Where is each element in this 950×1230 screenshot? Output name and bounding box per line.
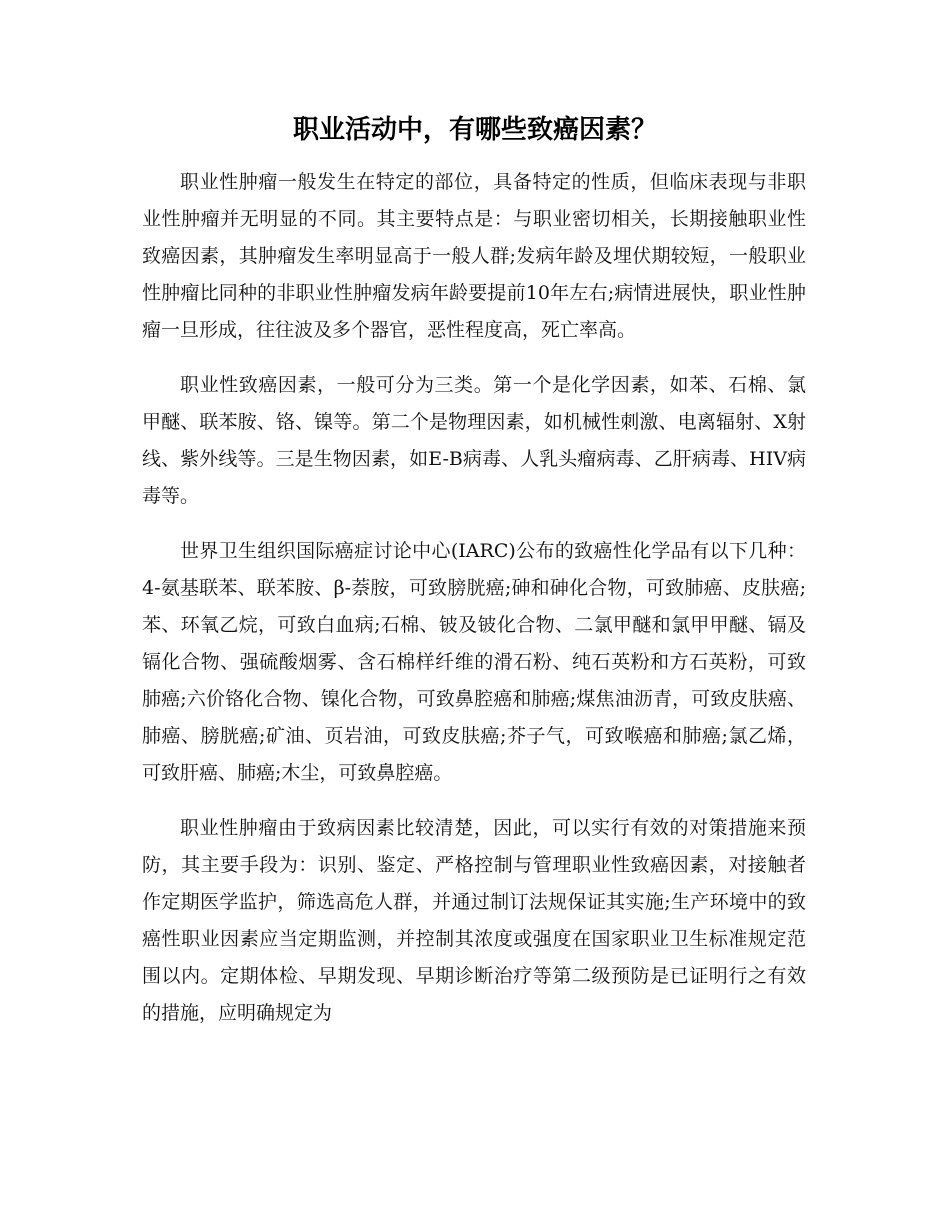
document-body xyxy=(142,164,806,1050)
paragraph-iarc-chemicals: 世界卫生组织国际癌症讨论中心(IARC)公布的致癌性化学品有以下几种：4-氨基联苯、联苯胺、β-萘胺，可致膀胱癌;砷和砷化合物，可致肺癌、皮肤癌;苯、环氧乙烷，可致白血病;石棉、铍及铍化合物、二氯甲醚和氯甲甲醚、镉及镉化合物、强硫酸烟雾、含石棉样纤维的滑石粉、纯石英粉和方石英粉，可致肺癌;六价铬化合物、镍化合物，可致鼻腔癌和肺癌;煤焦油沥青，可致皮肤癌、肺癌、膀胱癌;矿油、页岩油，可致皮肤癌;芥子气，可致喉癌和肺癌;氯乙烯，可致肝癌、肺癌;木尘，可致鼻腔癌。 xyxy=(142,540,806,784)
document-title: 职业活动中，有哪些致癌因素？ xyxy=(292,115,657,145)
paragraph-prevention: 职业性肿瘤由于致病因素比较清楚，因此，可以实行有效的对策措施来预防，其主要手段为：识别、鉴定、严格控制与管理职业性致癌因素，对接触者作定期医学监护，筛选高危人群，并通过制订法规保证其实施;生产环境中的致癌性职业因素应当定期监测，并控制其浓度或强度在国家职业卫生标准规定范围以内。定期体检、早期发现、早期诊断治疗等第二级预防是已证明行之有效的措施，应明确规定为 xyxy=(142,817,806,1024)
paragraph-characteristics: 职业性肿瘤一般发生在特定的部位，具备特定的性质，但临床表现与非职业性肿瘤并无明显的不同。其主要特点是：与职业密切相关，长期接触职业性致癌因素，其肿瘤发生率明显高于一般人群;发病年龄及埋伏期较短，一般职业性肿瘤比同种的非职业性肿瘤发病年龄要提前10年左右;病情进展快，职业性肿瘤一旦形成，往往波及多个器官，恶性程度高，死亡率高。 xyxy=(142,171,806,341)
paragraph-carcinogen-categories: 职业性致癌因素，一般可分为三类。第一个是化学因素，如苯、石棉、氯甲醚、联苯胺、铬、镍等。第二个是物理因素，如机械性刺激、电离辐射、X射线、紫外线等。三是生物因素，如E-B病毒、人乳头瘤病毒、乙肝病毒、HIV病毒等。 xyxy=(142,374,806,507)
